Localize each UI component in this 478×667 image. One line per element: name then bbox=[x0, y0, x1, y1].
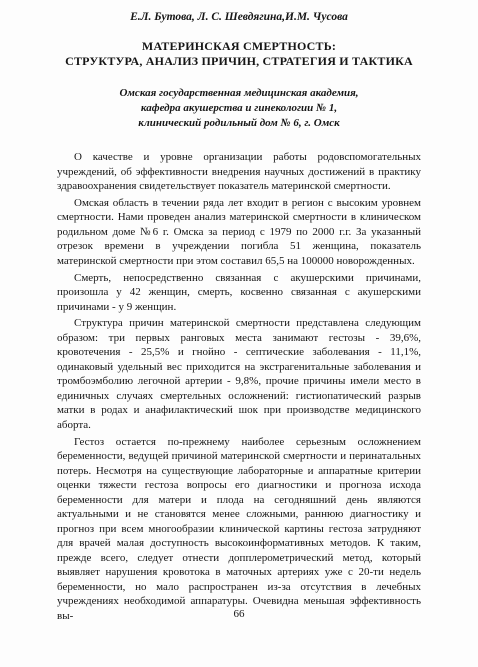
body-paragraph: Смерть, непосредственно связанная с акушерскими причинами, произошла у 42 женщин, смерть, косвенно связанная с акушерскими причинами - у 9 женщин. bbox=[57, 271, 421, 313]
article-title bbox=[0, 39, 478, 69]
affiliation-line: клинический родильный дом № 6, г. Омск bbox=[138, 117, 340, 129]
affiliation-line: кафедра акушерства и гинекологии № 1, bbox=[140, 102, 338, 114]
affiliation-line: Омская государственная медицинская академия, bbox=[119, 87, 359, 99]
body-paragraph: Структура причин материнской смертности представлена следующим образом: три первых ранговых места занимают гестозы - 39,6%, кровотечения - 25,5% и гнойно - септические заболевания - 11,1%, одинаковый удельный вес приходится на экстрагенитальные заболевания и тромбоэмболию легочной артерии - 9,8%, прочие причины имели место в единичных случаях смертельных осложнений: гистиопатический разрыв матки в родах и анафилактический шок при производстве медицинского аборта. bbox=[57, 317, 421, 431]
page-number: 66 bbox=[233, 608, 245, 620]
affiliation bbox=[0, 86, 478, 131]
title-line: МАТЕРИНСКАЯ СМЕРТНОСТЬ: bbox=[141, 39, 337, 53]
authors: Е.Л. Бутова, Л. С. Шевдягина,И.М. Чусова bbox=[130, 11, 348, 23]
article-body bbox=[57, 150, 421, 625]
title-line: СТРУКТУРА, АНАЛИЗ ПРИЧИН, СТРАТЕГИЯ И ТАКТИКА bbox=[65, 54, 413, 68]
body-paragraph: О качестве и уровне организации работы родовспомогательных учреждений, об эффективности внедрения научных достижений в практику здравоохранения свидетельствует показатель материнской смертности. bbox=[57, 151, 421, 192]
body-paragraph: Гестоз остается по-прежнему наиболее серьезным осложнением беременности, ведущей причиной материнской смертности и перинатальных потерь. Несмотря на существующие лабораторные и аппаратные критерии оценки тяжести гестоза вопросы его диагностики и прогноза исхода беременности для матери и плода на сегодняшний день являются актуальными и не становятся менее сложными, раннюю диагностику и прогноз при всем многообразии клинической картины гестоза затрудняют для врачей малая доступность высокоинформативных методов. К таким, прежде всего, следует отнести допплерометрический метод, который выявляет нарушения кровотока в маточных артериях уже с 20-ти недель беременности, но мало распространен из-за отсутствия в лечебных учреждениях необходимой аппаратуры. Очевидна меньшая эффективность вы- bbox=[57, 435, 421, 622]
body-paragraph: Омская область в течении ряда лет входит в регион с высоким уровнем смертности. Нами проведен анализ материнской смертности в клиническом родильном доме №6 г. Омска за период с 1979 по 2000 г.г. За указанный отрезок времени в учреждении погибла 51 женщина, показатель материнской смертности при этом составил 65,5 на 100000 новорожденных. bbox=[57, 196, 421, 267]
